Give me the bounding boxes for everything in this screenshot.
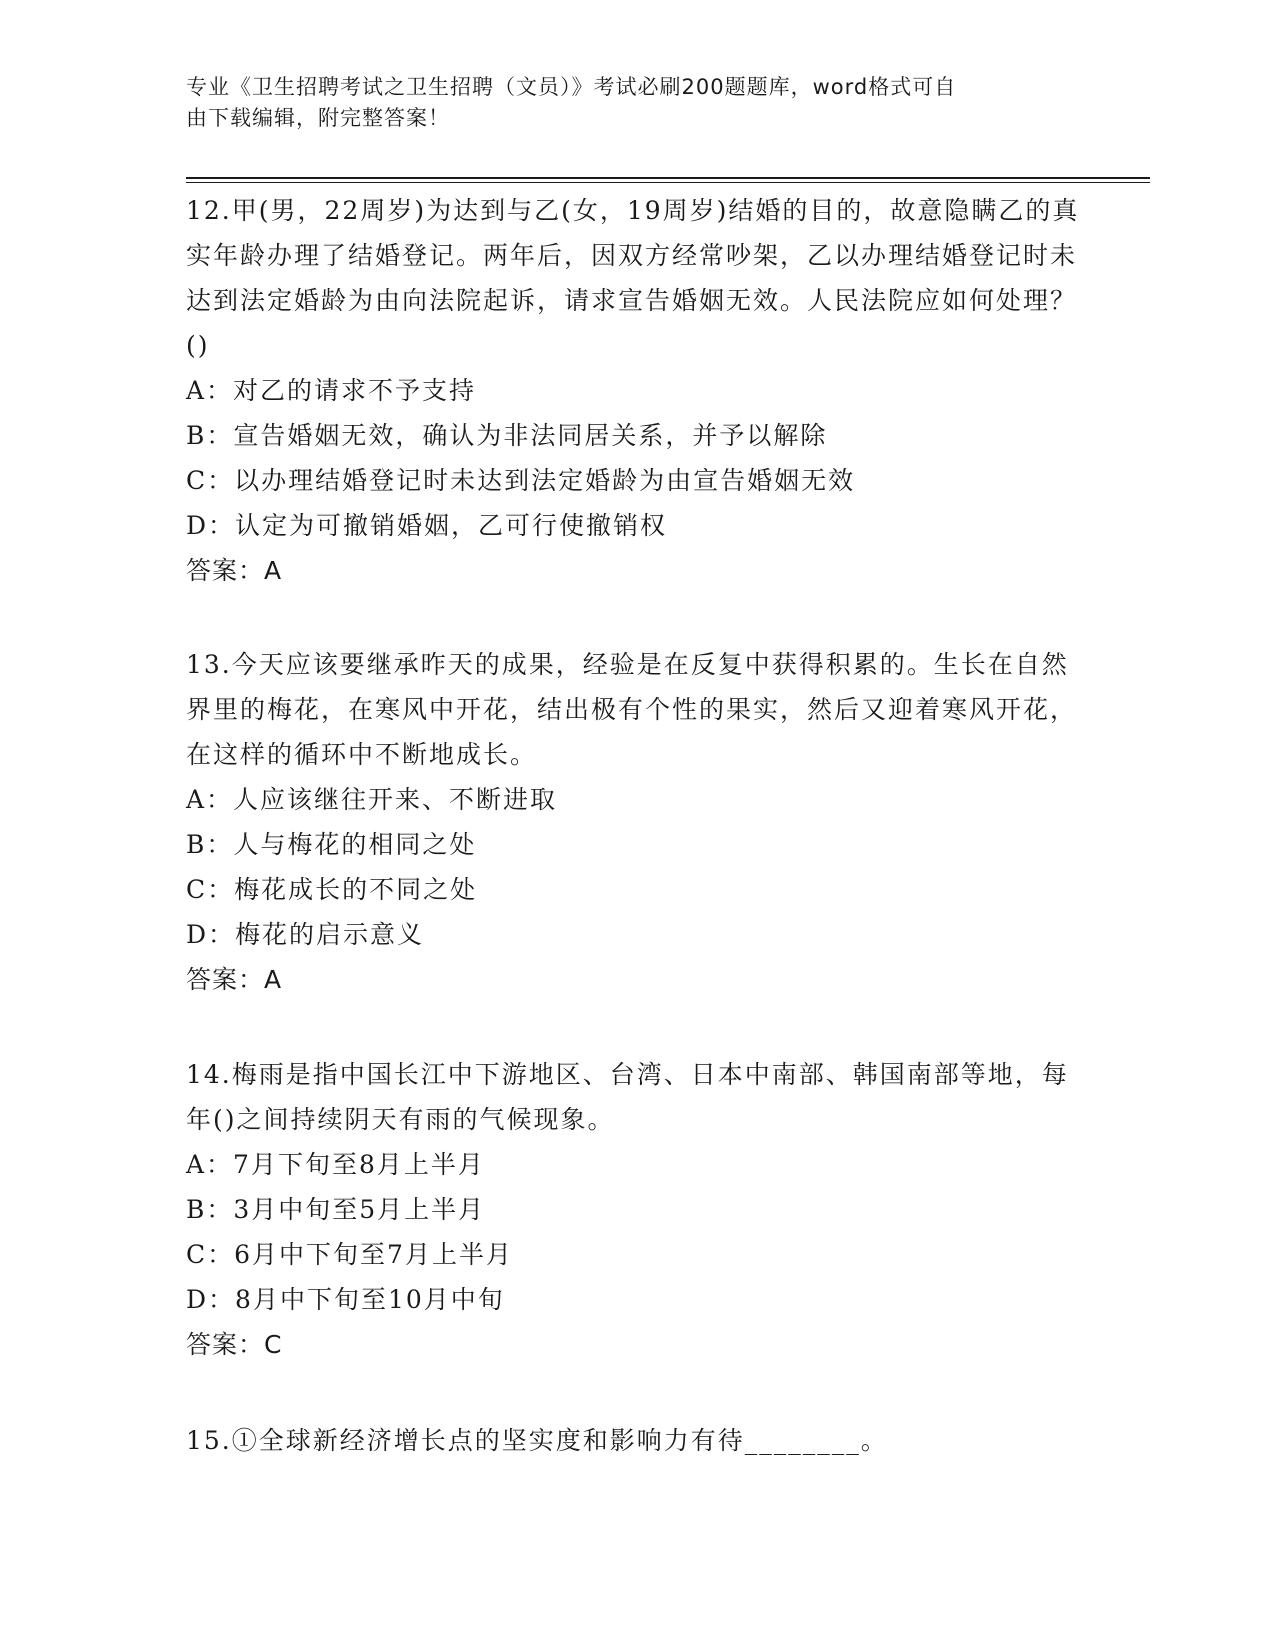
- header-divider-thin: [186, 182, 1150, 183]
- option-c: C：6月中下旬至7月上半月: [186, 1240, 513, 1269]
- question-14: [186, 1052, 1086, 1367]
- question-15: [186, 1418, 1086, 1463]
- question-text: 12.甲(男，22周岁)为达到与乙(女，19周岁)结婚的目的，故意隐瞒乙的真实年龄办理了结婚登记。两年后，因双方经常吵架，乙以办理结婚登记时未达到法定婚龄为由向法院起诉，请求宣告婚姻无效。人民法院应如何处理？(): [186, 196, 1080, 360]
- document-header: [186, 72, 1066, 134]
- option-a: A：人应该继往开来、不断进取: [186, 785, 558, 814]
- option-b: B：宣告婚姻无效，确认为非法同居关系，并予以解除: [186, 421, 828, 450]
- header-divider-thick: [186, 177, 1150, 179]
- question-12: [186, 188, 1086, 593]
- header-line-1: 专业《卫生招聘考试之卫生招聘（文员）》考试必刷200题题库，word格式可自: [186, 75, 957, 99]
- option-d: D：认定为可撤销婚姻，乙可行使撤销权: [186, 511, 668, 540]
- option-b: B：人与梅花的相同之处: [186, 830, 477, 859]
- question-text: 15.①全球新经济增长点的坚实度和影响力有待________。: [186, 1426, 888, 1455]
- option-d: D：8月中下旬至10月中旬: [186, 1285, 505, 1314]
- option-c: C：以办理结婚登记时未达到法定婚龄为由宣告婚姻无效: [186, 466, 856, 495]
- option-c: C：梅花成长的不同之处: [186, 875, 478, 904]
- question-13: [186, 642, 1086, 1002]
- option-b: B：3月中旬至5月上半月: [186, 1195, 486, 1224]
- answer: 答案：A: [186, 965, 283, 994]
- header-line-2: 由下载编辑，附完整答案！: [186, 106, 450, 130]
- answer: 答案：C: [186, 1330, 283, 1359]
- question-text: 14.梅雨是指中国长江中下游地区、台湾、日本中南部、韩国南部等地，每年()之间持续阴天有雨的气候现象。: [186, 1060, 1069, 1134]
- answer: 答案：A: [186, 556, 283, 585]
- option-d: D：梅花的启示意义: [186, 920, 425, 949]
- question-text: 13.今天应该要继承昨天的成果，经验是在反复中获得积累的。生长在自然界里的梅花，在寒风中开花，结出极有个性的果实，然后又迎着寒风开花，在这样的循环中不断地成长。: [186, 650, 1078, 769]
- option-a: A：对乙的请求不予支持: [186, 376, 477, 405]
- option-a: A：7月下旬至8月上半月: [186, 1150, 485, 1179]
